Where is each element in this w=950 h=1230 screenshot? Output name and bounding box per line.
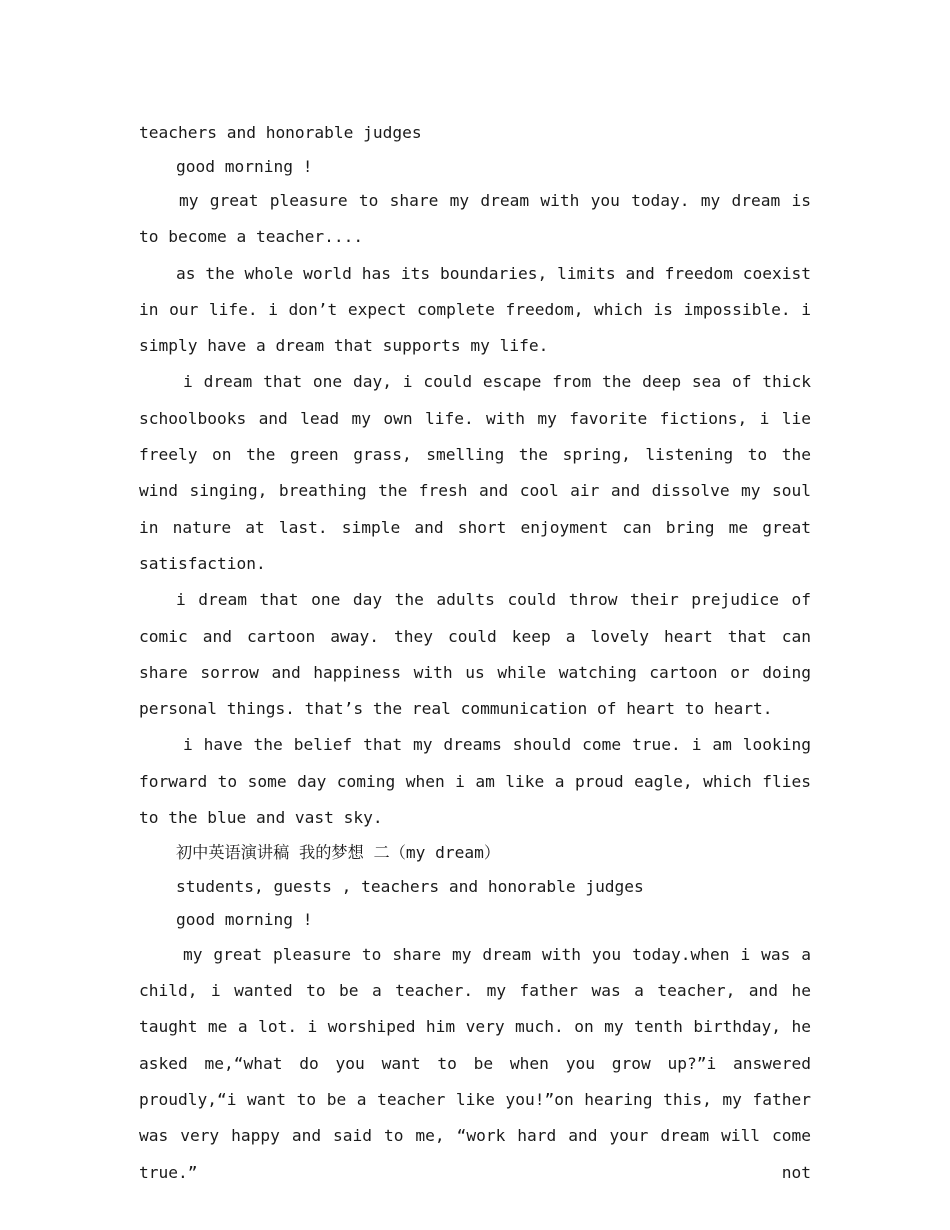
paragraph-salutation-continued: teachers and honorable judges	[139, 123, 422, 142]
paragraph-greeting-2: good morning !	[176, 910, 313, 930]
paragraph-dream-intro: my great pleasure to share my dream with you today. my dream is to become a teacher....	[139, 191, 811, 247]
paragraph-escape: i dream that one day, i could escape from the deep sea of thick schoolbooks and lead my own life. with my favorite fictions, i lie freely on the green grass, smelling the spring, listening to the wind singing, breathing the fresh and cool air and dissolve my soul in nature at last. simple and short enjoyment can bring me great satisfaction.	[139, 372, 811, 573]
paragraph-salutation: students, guests , teachers and honorable judges	[176, 876, 644, 896]
paragraph-greeting: good morning !	[176, 156, 313, 176]
paragraph-cartoon: i dream that one day the adults could throw their prejudice of comic and cartoon away. they could keep a lovely heart that can share sorrow and happiness with us while watching cartoon or doing personal things. that’s the real communication of heart to heart.	[139, 590, 811, 719]
section-heading: 初中英语演讲稿 我的梦想 二（my dream）	[176, 843, 501, 863]
paragraph-childhood: my great pleasure to share my dream with you today.when i was a child, i wanted to be a teacher. my father was a teacher, and he taught me a lot. i worshiped him very much. on my tenth birthday, he asked me,“what do you want to be when you grow up?”i answered proudly,“i want to be a teacher like you!”on hearing this, my father was very happy and said to me, “work hard and your dream will come true.” not	[139, 944, 811, 1182]
paragraph-belief: i have the belief that my dreams should come true. i am looking forward to some day coming when i am like a proud eagle, which flies to the blue and vast sky.	[139, 735, 811, 828]
paragraph-freedom: as the whole world has its boundaries, limits and freedom coexist in our life. i don’t expect complete freedom, which is impossible. i simply have a dream that supports my life.	[139, 263, 811, 356]
document-page	[139, 116, 811, 1191]
